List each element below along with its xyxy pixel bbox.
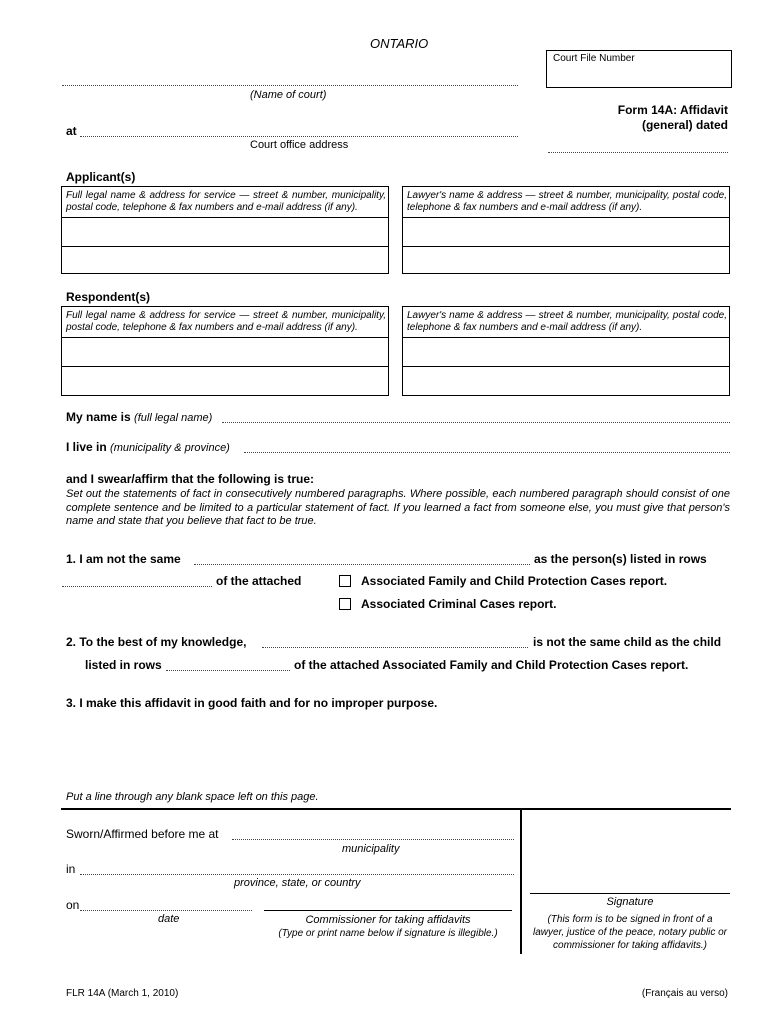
statement-1-end: as the person(s) listed in rows <box>534 552 707 566</box>
live-label: I live in <box>66 440 107 454</box>
statement-1-attached: of the attached <box>216 574 302 588</box>
swear-heading: and I swear/affirm that the following is true: <box>66 472 315 486</box>
respondent-party-box <box>61 306 389 396</box>
family-cases-option: Associated Family and Child Protection Cases report. <box>361 574 668 588</box>
applicant-party-header: Full legal name & address for service — street & number, municipality, postal code, telephone & fax numbers and e-mail address (if any). <box>66 190 386 213</box>
form-title-line2: (general) dated <box>641 118 728 132</box>
court-file-number-box[interactable] <box>546 50 732 88</box>
date-line[interactable] <box>80 910 252 911</box>
applicant-address-field[interactable] <box>62 246 388 273</box>
statement-2-rows-line[interactable] <box>166 670 290 671</box>
province-title: ONTARIO <box>370 36 429 51</box>
live-hint: (municipality & province) <box>110 442 230 454</box>
commissioner-caption: Commissioner for taking affidavits <box>305 914 471 926</box>
criminal-cases-option: Associated Criminal Cases report. <box>361 597 557 611</box>
sworn-municipality-line[interactable] <box>232 839 514 840</box>
respondents-title: Respondent(s) <box>66 290 150 304</box>
statement-2-start: 2. To the best of my knowledge, <box>66 635 247 649</box>
statement-1-name-line[interactable] <box>194 564 530 565</box>
commissioner-note: (Type or print name below if signature is illegible.) <box>278 928 498 939</box>
signature-note: (This form is to be signed in front of a lawyer, justice of the peace, notary public or commissioner for taking affidavits.) <box>533 914 727 951</box>
court-office-line[interactable] <box>80 136 518 137</box>
applicant-lawyer-address-field[interactable] <box>403 246 729 273</box>
applicant-lawyer-header: Lawyer's name & address — street & number, municipality, postal code, telephone & fax numbers and e-mail address (if any). <box>407 190 727 213</box>
municipality-line[interactable] <box>244 452 730 453</box>
applicants-title: Applicant(s) <box>66 170 136 184</box>
statement-2-end: is not the same child as the child <box>533 635 722 649</box>
jurat-divider <box>520 808 522 954</box>
name-of-court-line[interactable] <box>62 85 518 86</box>
name-hint: (full legal name) <box>134 412 213 424</box>
deponent-signature-line[interactable] <box>530 893 730 894</box>
respondent-lawyer-box <box>402 306 730 396</box>
name-row <box>66 410 212 424</box>
name-of-court-caption: (Name of court) <box>250 89 327 101</box>
signature-caption: Signature <box>606 896 654 908</box>
respondent-lawyer-header: Lawyer's name & address — street & number, municipality, postal code, telephone & fax numbers and e-mail address (if any). <box>407 310 727 333</box>
court-file-number-label: Court File Number <box>553 53 635 64</box>
applicant-lawyer-name-field[interactable] <box>403 217 729 247</box>
statement-1-rows-line[interactable] <box>62 586 212 587</box>
respondent-lawyer-address-field[interactable] <box>403 366 729 395</box>
in-label: in <box>66 862 76 876</box>
jurat-top-rule <box>61 808 731 810</box>
form-code: FLR 14A (March 1, 2010) <box>66 988 179 999</box>
statement-3: 3. I make this affidavit in good faith and for no improper purpose. <box>66 696 438 710</box>
criminal-cases-checkbox[interactable] <box>339 598 351 610</box>
statement-2-rows-label: listed in rows <box>85 658 162 672</box>
name-label: My name is <box>66 410 131 424</box>
statement-1-start: 1. I am not the same <box>66 552 181 566</box>
blank-space-note: Put a line through any blank space left on this page. <box>66 791 319 803</box>
french-version-note: (Français au verso) <box>641 988 728 999</box>
respondent-lawyer-name-field[interactable] <box>403 337 729 367</box>
form-title-line1: Form 14A: Affidavit <box>617 103 728 117</box>
at-label: at <box>66 124 77 138</box>
respondent-name-field[interactable] <box>62 337 388 367</box>
respondent-address-field[interactable] <box>62 366 388 395</box>
sworn-label: Sworn/Affirmed before me at <box>66 827 219 841</box>
date-caption: date <box>158 913 180 925</box>
commissioner-signature-line[interactable] <box>264 910 512 911</box>
full-name-line[interactable] <box>222 422 730 423</box>
province-line[interactable] <box>80 874 514 875</box>
province-caption: province, state, or country <box>234 877 361 889</box>
statement-2-child-line[interactable] <box>262 647 528 648</box>
respondent-party-header: Full legal name & address for service — street & number, municipality, postal code, telephone & fax numbers and e-mail address (if any). <box>66 310 386 333</box>
instructions: Set out the statements of fact in consecutively numbered paragraphs. Where possible, each numbered paragraph should consist of one complete sentence and be limited to a particular statement of fact. If you learned a fact from someone else, you must give that person's name and state that you believe that fact to be true. <box>66 488 730 527</box>
statement-2-attached: of the attached Associated Family and Child Protection Cases report. <box>294 658 689 672</box>
live-row <box>66 440 230 454</box>
applicant-lawyer-box <box>402 186 730 274</box>
municipality-caption: municipality <box>342 843 400 855</box>
applicant-name-field[interactable] <box>62 217 388 247</box>
on-label: on <box>66 898 80 912</box>
court-office-caption: Court office address <box>250 139 349 151</box>
affidavit-date-line[interactable] <box>548 152 728 153</box>
family-cases-checkbox[interactable] <box>339 575 351 587</box>
applicant-party-box <box>61 186 389 274</box>
